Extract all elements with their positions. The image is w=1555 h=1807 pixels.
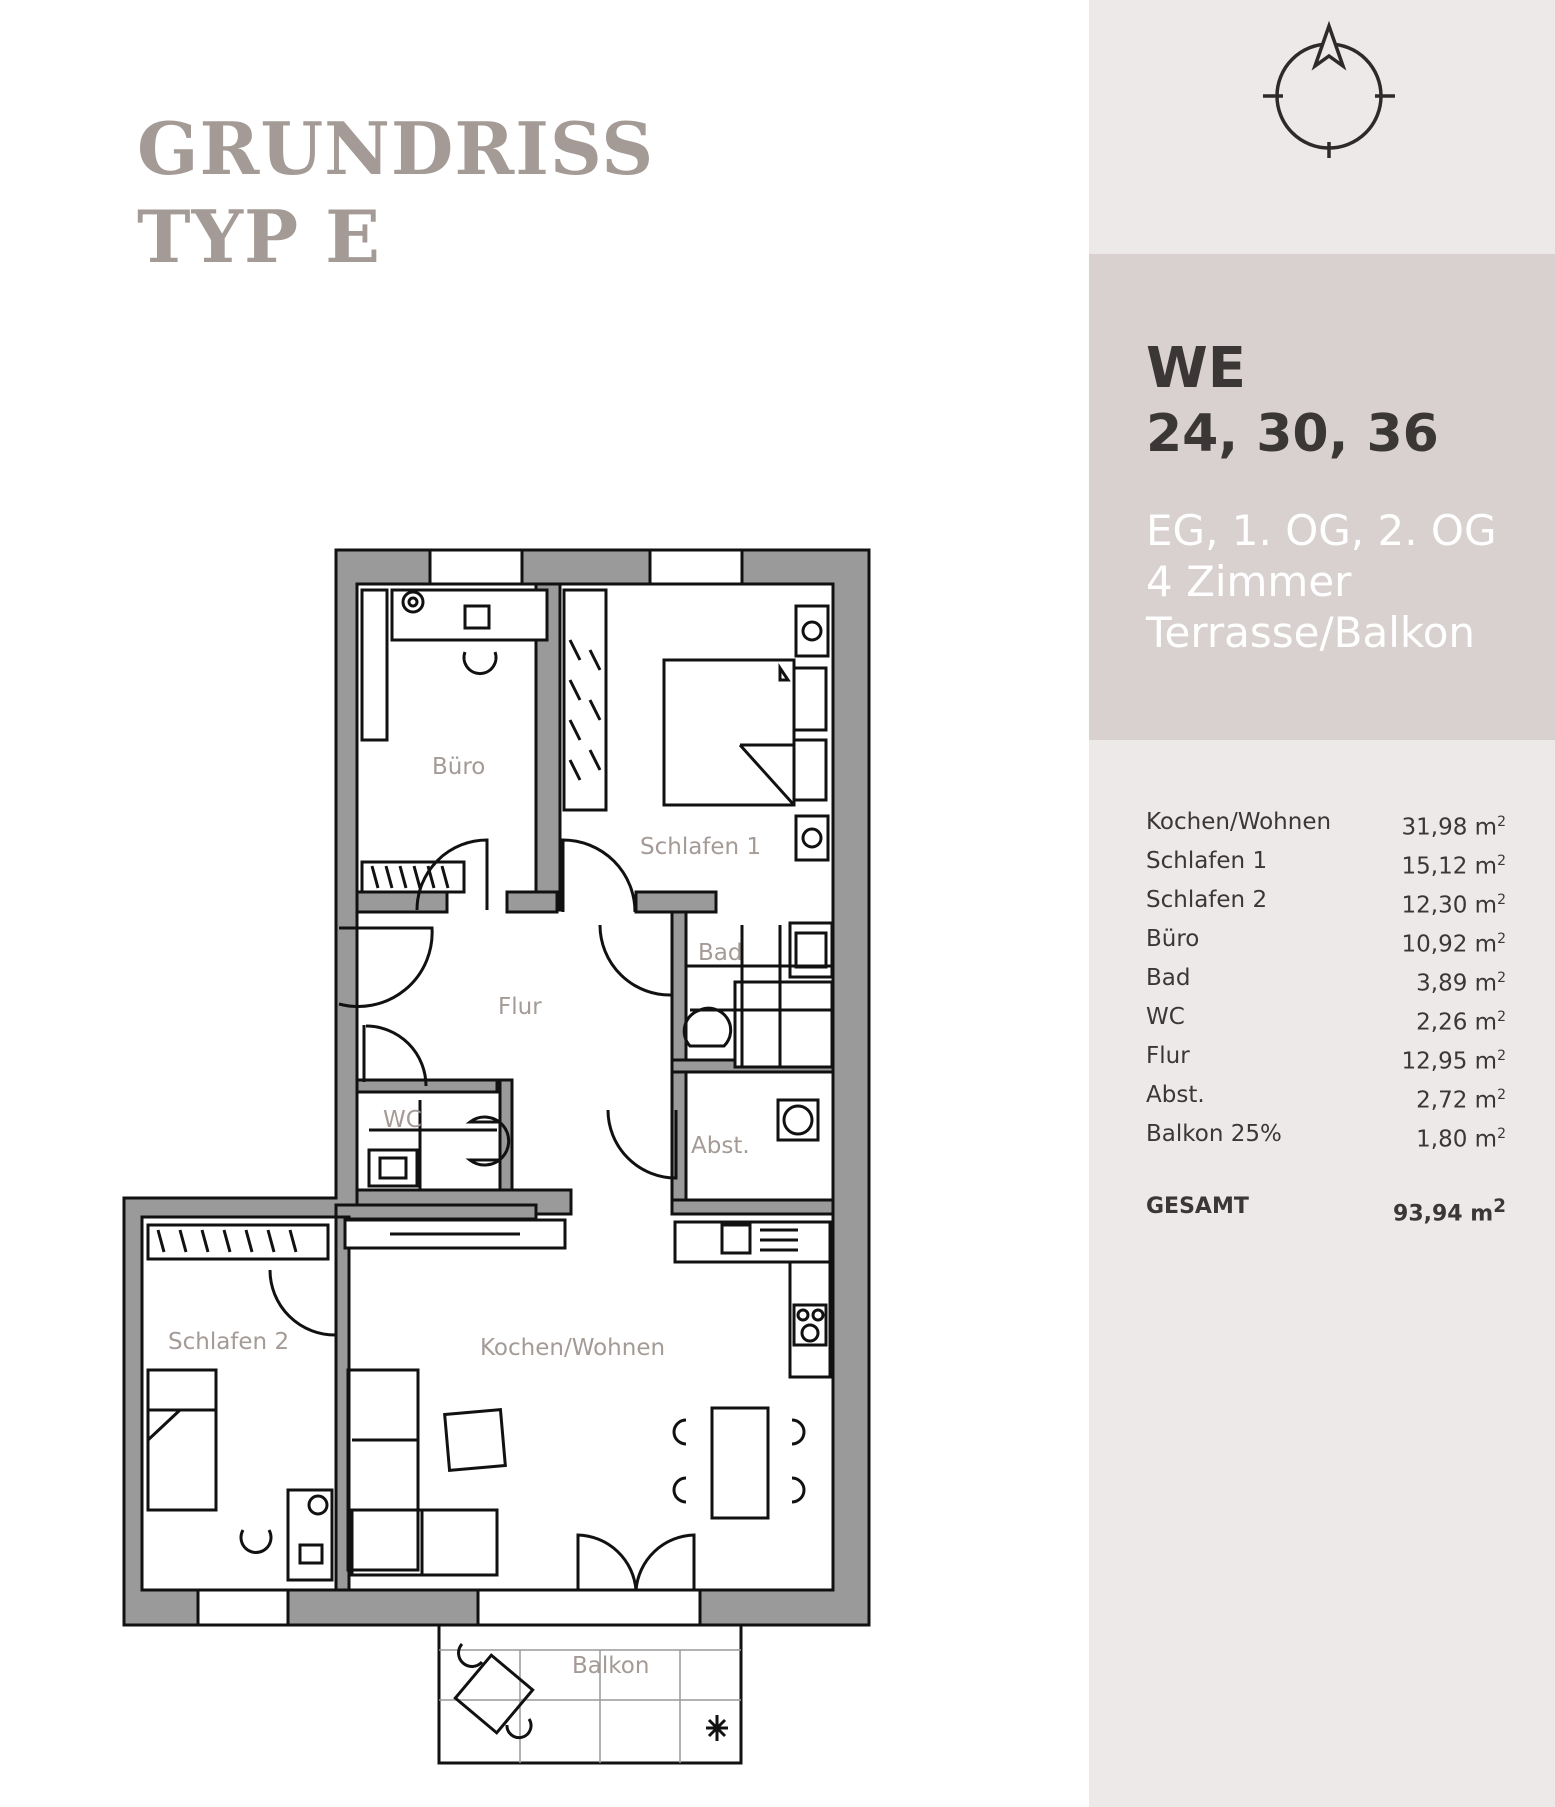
area-total-row [1146, 1187, 1506, 1233]
window-schlafen1 [650, 550, 742, 584]
title-line-2: TYP E [137, 194, 382, 279]
room-label-schlafen1: Schlafen 1 [640, 834, 762, 860]
unit-info-box [1089, 254, 1555, 740]
area-value: 2,72 $m^2$ [1416, 1087, 1506, 1114]
area-row [1146, 920, 1506, 959]
window-schlafen2 [198, 1590, 288, 1625]
unit-floors: EG, 1. OG, 2. OG [1146, 506, 1497, 555]
unit-outdoor: Terrasse/Balkon [1146, 608, 1476, 657]
room-label-bad: Bad [698, 940, 743, 966]
room-label-buero: Büro [432, 754, 486, 780]
total-value: 93,94 $m^2$ [1393, 1196, 1506, 1227]
title-line-1: GRUNDRISS [137, 106, 655, 191]
area-row [1146, 803, 1506, 842]
area-row [1146, 1037, 1506, 1076]
room-label-kochen: Kochen/Wohnen [480, 1335, 666, 1361]
area-name: Balkon 25% [1146, 1121, 1282, 1147]
area-name: Kochen/Wohnen [1146, 809, 1332, 835]
unit-details [1146, 505, 1497, 658]
area-value: 1,80 $m^2$ [1416, 1126, 1506, 1153]
info-sidebar [1089, 0, 1555, 1807]
area-row [1146, 1076, 1506, 1115]
area-row [1146, 881, 1506, 920]
balcony [439, 1625, 741, 1763]
area-value: 31,98 $m^2$ [1401, 814, 1506, 841]
area-value: 2,26 $m^2$ [1416, 1009, 1506, 1036]
room-label-abst: Abst. [691, 1133, 750, 1159]
area-table [1146, 803, 1506, 1233]
unit-label: WE [1146, 336, 1247, 401]
area-value: 3,89 $m^2$ [1416, 970, 1506, 997]
room-label-wc: WC [383, 1107, 422, 1133]
area-name: Schlafen 2 [1146, 887, 1268, 913]
room-label-balkon: Balkon [572, 1653, 650, 1679]
area-value: 15,12 $m^2$ [1401, 853, 1506, 880]
total-label: GESAMT [1146, 1194, 1249, 1219]
room-label-schlafen2: Schlafen 2 [168, 1329, 290, 1355]
unit-rooms: 4 Zimmer [1146, 557, 1352, 606]
window-buero [430, 550, 522, 584]
area-name: Abst. [1146, 1082, 1205, 1108]
area-row [1146, 842, 1506, 881]
area-value: 12,30 $m^2$ [1401, 892, 1506, 919]
window-living [478, 1590, 700, 1625]
area-name: Flur [1146, 1043, 1190, 1069]
area-row [1146, 998, 1506, 1037]
north-arrow-icon [1259, 18, 1399, 158]
area-name: Schlafen 1 [1146, 848, 1268, 874]
area-name: Bad [1146, 965, 1191, 991]
room-label-flur: Flur [498, 994, 542, 1020]
area-value: 12,95 $m^2$ [1401, 1048, 1506, 1075]
area-value: 10,92 $m^2$ [1401, 931, 1506, 958]
area-name: WC [1146, 1004, 1185, 1030]
unit-numbers: 24, 30, 36 [1146, 404, 1439, 464]
area-name: Büro [1146, 926, 1200, 952]
area-row [1146, 959, 1506, 998]
area-row [1146, 1115, 1506, 1154]
